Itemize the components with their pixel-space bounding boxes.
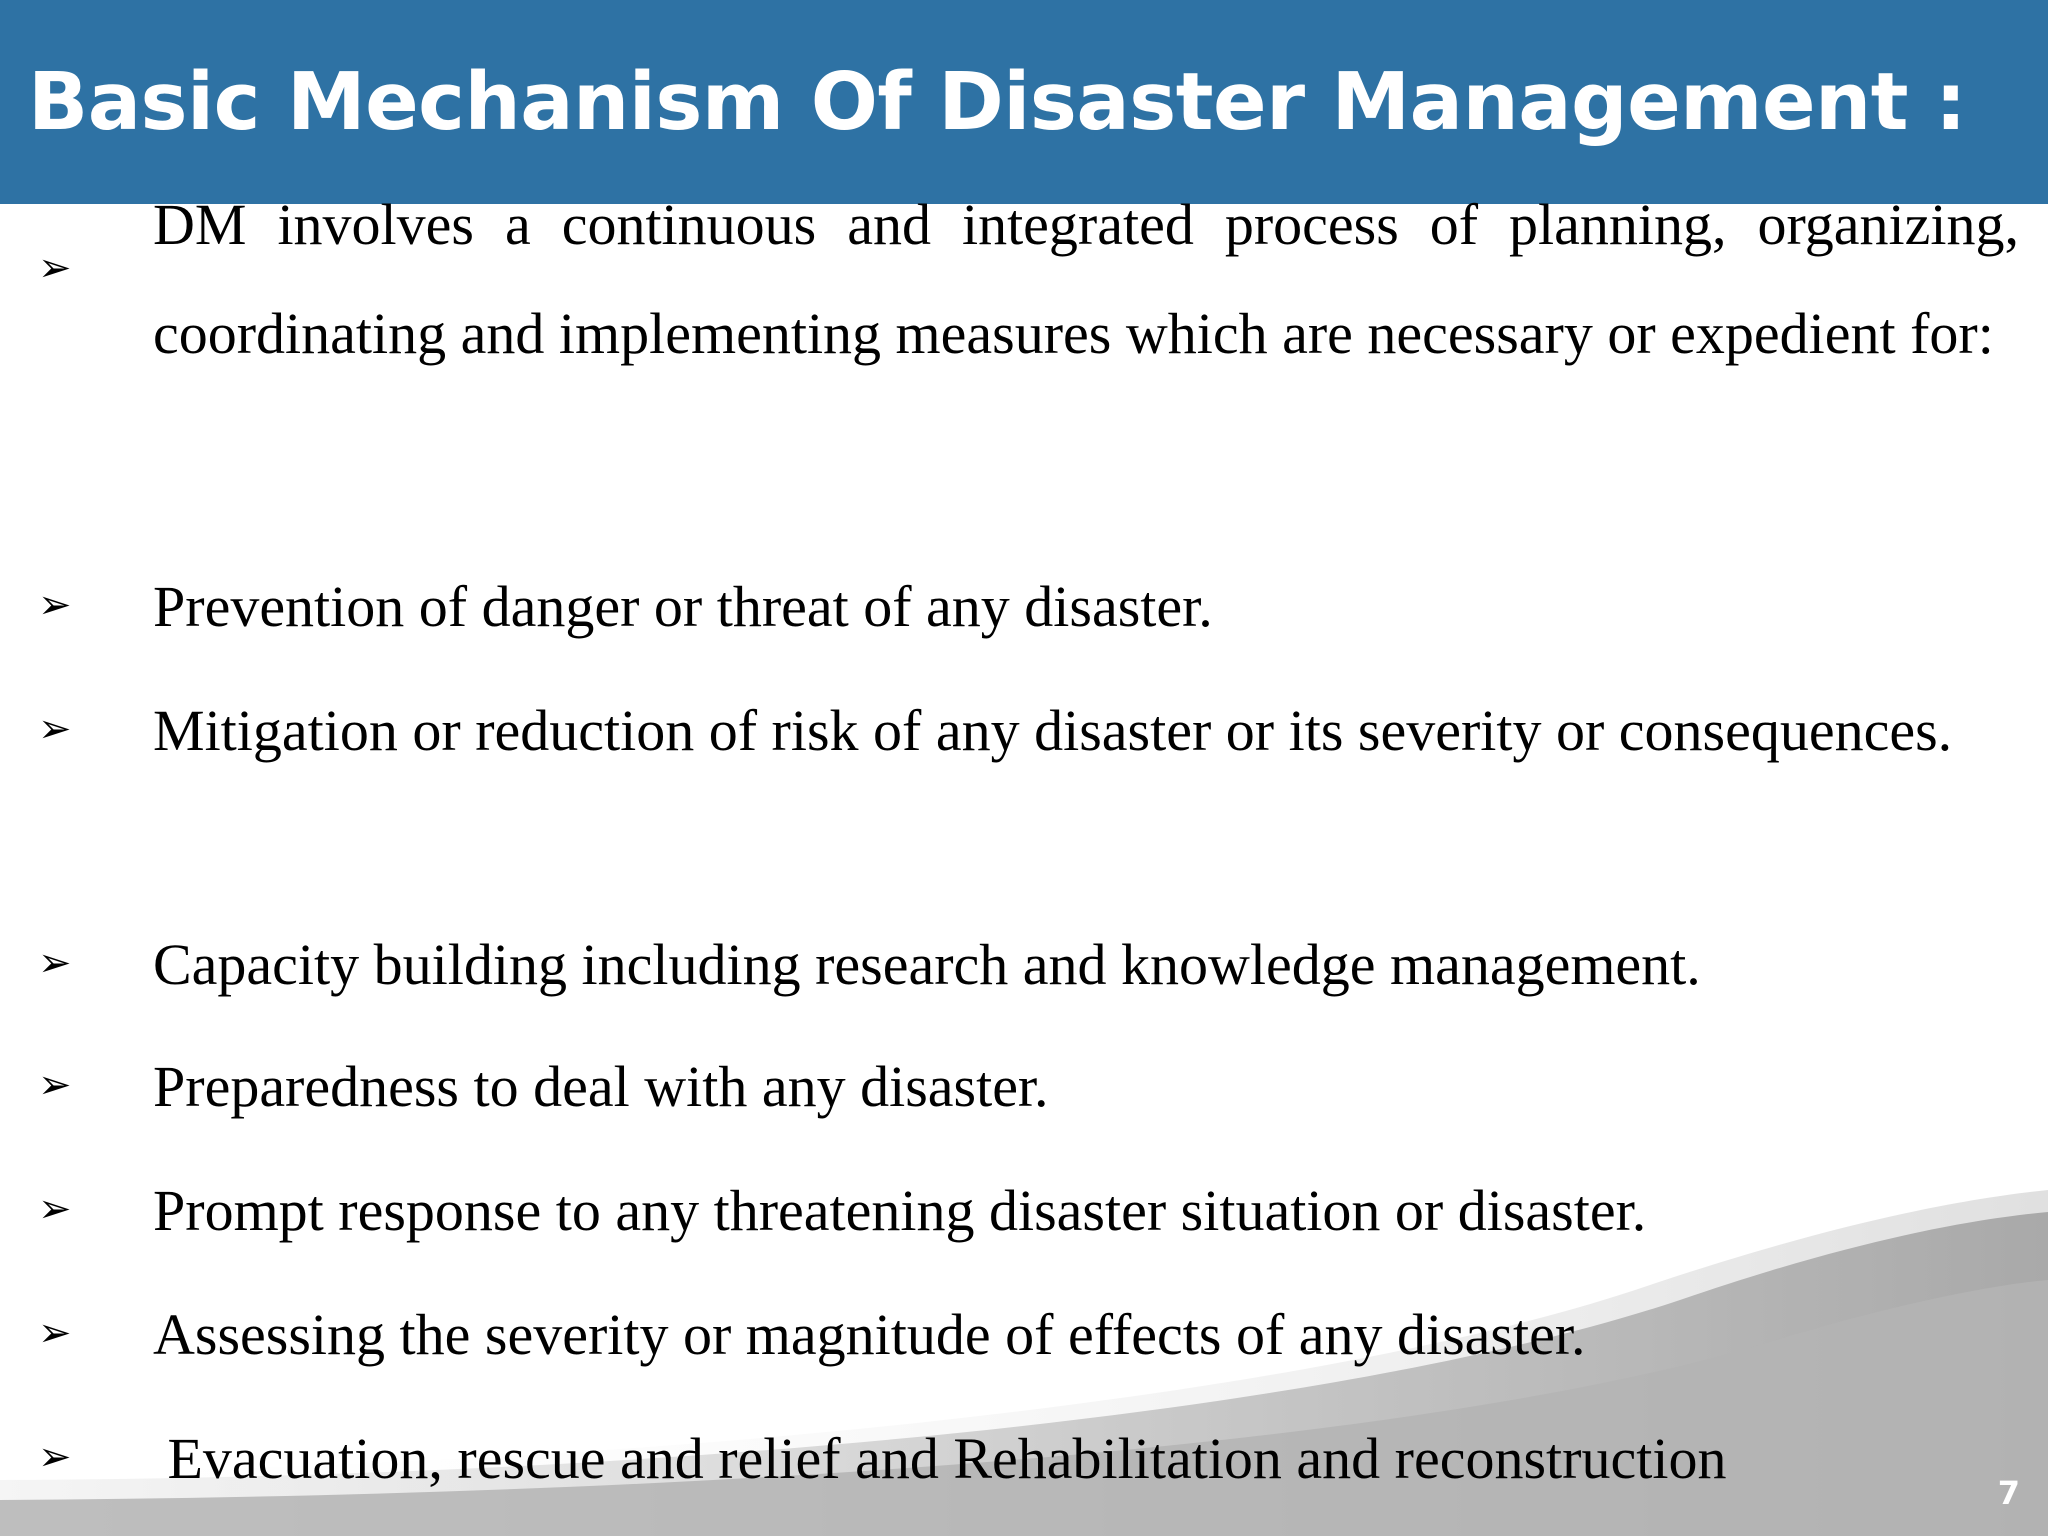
bullet-text: DM involves a continuous and integrated process of planning, organizing, coordinating and implementing measures which are necessary or expedient for: <box>153 192 2019 366</box>
slide-title: Basic Mechanism Of Disaster Management : <box>28 56 1967 148</box>
arrow-bullet-icon: ➢ <box>38 1062 72 1108</box>
bullet-text: Prevention of danger or threat of any disaster. <box>153 574 1213 639</box>
page-number: 7 <box>1997 1474 2020 1512</box>
arrow-bullet-icon: ➢ <box>38 940 72 986</box>
arrow-bullet-icon: ➢ <box>38 582 72 628</box>
bullet-text: Preparedness to deal with any disaster. <box>153 1054 1049 1119</box>
arrow-bullet-icon: ➢ <box>38 1434 72 1480</box>
bullet-text: Assessing the severity or magnitude of effects of any disaster. <box>153 1302 1586 1367</box>
bullet-text: Capacity building including research and knowledge management. <box>153 932 1701 997</box>
bullet-text: Mitigation or reduction of risk of any disaster or its severity or consequences. <box>153 698 1953 763</box>
arrow-bullet-icon: ➢ <box>38 1310 72 1356</box>
arrow-bullet-icon: ➢ <box>38 1186 72 1232</box>
bullet-text: Evacuation, rescue and relief and Rehabilitation and reconstruction <box>153 1426 1727 1491</box>
arrow-bullet-icon: ➢ <box>38 245 72 291</box>
bullet-text: Prompt response to any threatening disaster situation or disaster. <box>153 1178 1647 1243</box>
arrow-bullet-icon: ➢ <box>38 706 72 752</box>
